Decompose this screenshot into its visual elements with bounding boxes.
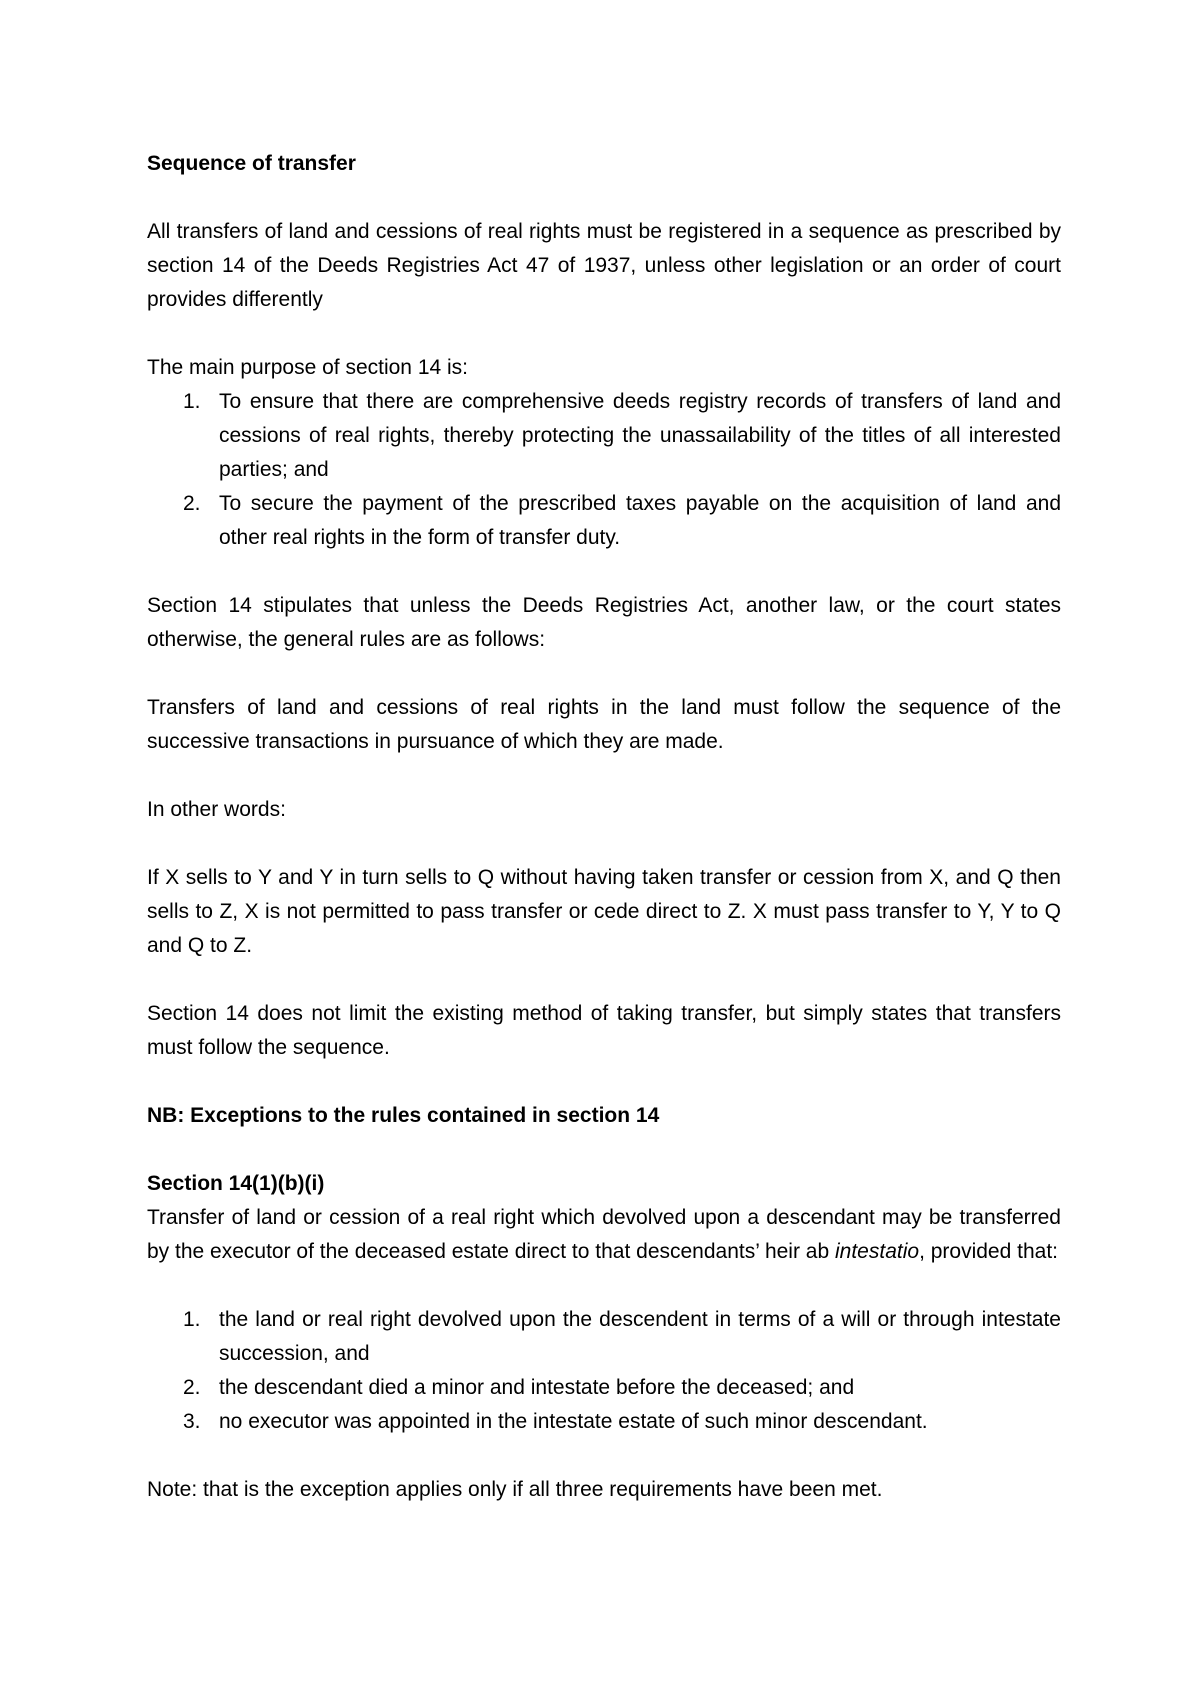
list-item: [147, 1303, 1061, 1371]
intro-paragraph: All transfers of land and cessions of real rights must be registered in a sequence as prescribed by section 14 of the Deeds Registries Act 47 of 1937, unless other legislation or an order of court provides differently: [147, 220, 1061, 311]
spacer: [147, 181, 1061, 215]
subsection-text-after: , provided that:: [919, 1240, 1058, 1263]
list-item-text: no executor was appointed in the intestate estate of such minor descendant.: [219, 1410, 928, 1433]
spacer: [147, 1269, 1061, 1303]
spacer: [147, 963, 1061, 997]
rule-paragraph: Transfers of land and cessions of real rights in the land must follow the sequence of the successive transactions in pursuance of which they are made.: [147, 696, 1061, 753]
other-words-label: In other words:: [147, 798, 286, 821]
exceptions-heading: NB: Exceptions to the rules contained in section 14: [147, 1104, 660, 1127]
spacer: [147, 1439, 1061, 1473]
list-item-text: To ensure that there are comprehensive deeds registry records of transfers of land and cessions of real rights, thereby protecting the unassailability of the titles of all interested parties; and: [219, 390, 1061, 481]
spacer: [147, 657, 1061, 691]
list-item-text: To secure the payment of the prescribed taxes payable on the acquisition of land and other real rights in the form of transfer duty.: [219, 492, 1061, 549]
conditions-list: [147, 1303, 1061, 1439]
list-number: 2.: [183, 1376, 201, 1399]
example-paragraph: If X sells to Y and Y in turn sells to Q without having taken transfer or cession from X, and Q then sells to Z, X is not permitted to pass transfer or cede direct to Z. X must pass transfer to Y, Y to Q and Q to Z.: [147, 866, 1061, 957]
subsection-text-before: Transfer of land or cession of a real right which devolved upon a descendant may be transferred by the executor of the deceased estate direct to that descendants’ heir ab: [147, 1206, 1061, 1263]
list-item: [147, 1371, 1061, 1405]
list-item: [147, 487, 1061, 555]
document-content: [147, 147, 1061, 1507]
purpose-lead: The main purpose of section 14 is:: [147, 356, 469, 379]
list-item-text: the descendant died a minor and intestate before the deceased; and: [219, 1376, 855, 1399]
list-item: [147, 1405, 1061, 1439]
list-item-text: the land or real right devolved upon the descendent in terms of a will or through intestate succession, and: [219, 1308, 1061, 1365]
spacer: [147, 1133, 1061, 1167]
spacer: [147, 1065, 1061, 1099]
document-title: Sequence of transfer: [147, 152, 356, 175]
note-paragraph: Note: that is the exception applies only if all three requirements have been met.: [147, 1478, 883, 1501]
list-item: [147, 385, 1061, 487]
spacer: [147, 555, 1061, 589]
limit-paragraph: Section 14 does not limit the existing method of taking transfer, but simply states that transfers must follow the sequence.: [147, 1002, 1061, 1059]
list-number: 1.: [183, 1308, 201, 1331]
rules-lead: Section 14 stipulates that unless the Deeds Registries Act, another law, or the court states otherwise, the general rules are as follows:: [147, 594, 1061, 651]
spacer: [147, 317, 1061, 351]
subsection-heading: Section 14(1)(b)(i): [147, 1172, 325, 1195]
purpose-list: [147, 385, 1061, 555]
list-number: 3.: [183, 1410, 201, 1433]
list-number: 1.: [183, 390, 201, 413]
spacer: [147, 759, 1061, 793]
list-number: 2.: [183, 492, 201, 515]
spacer: [147, 827, 1061, 861]
subsection-paragraph: [147, 1201, 1061, 1269]
subsection-text-italic: intestatio: [835, 1240, 920, 1263]
